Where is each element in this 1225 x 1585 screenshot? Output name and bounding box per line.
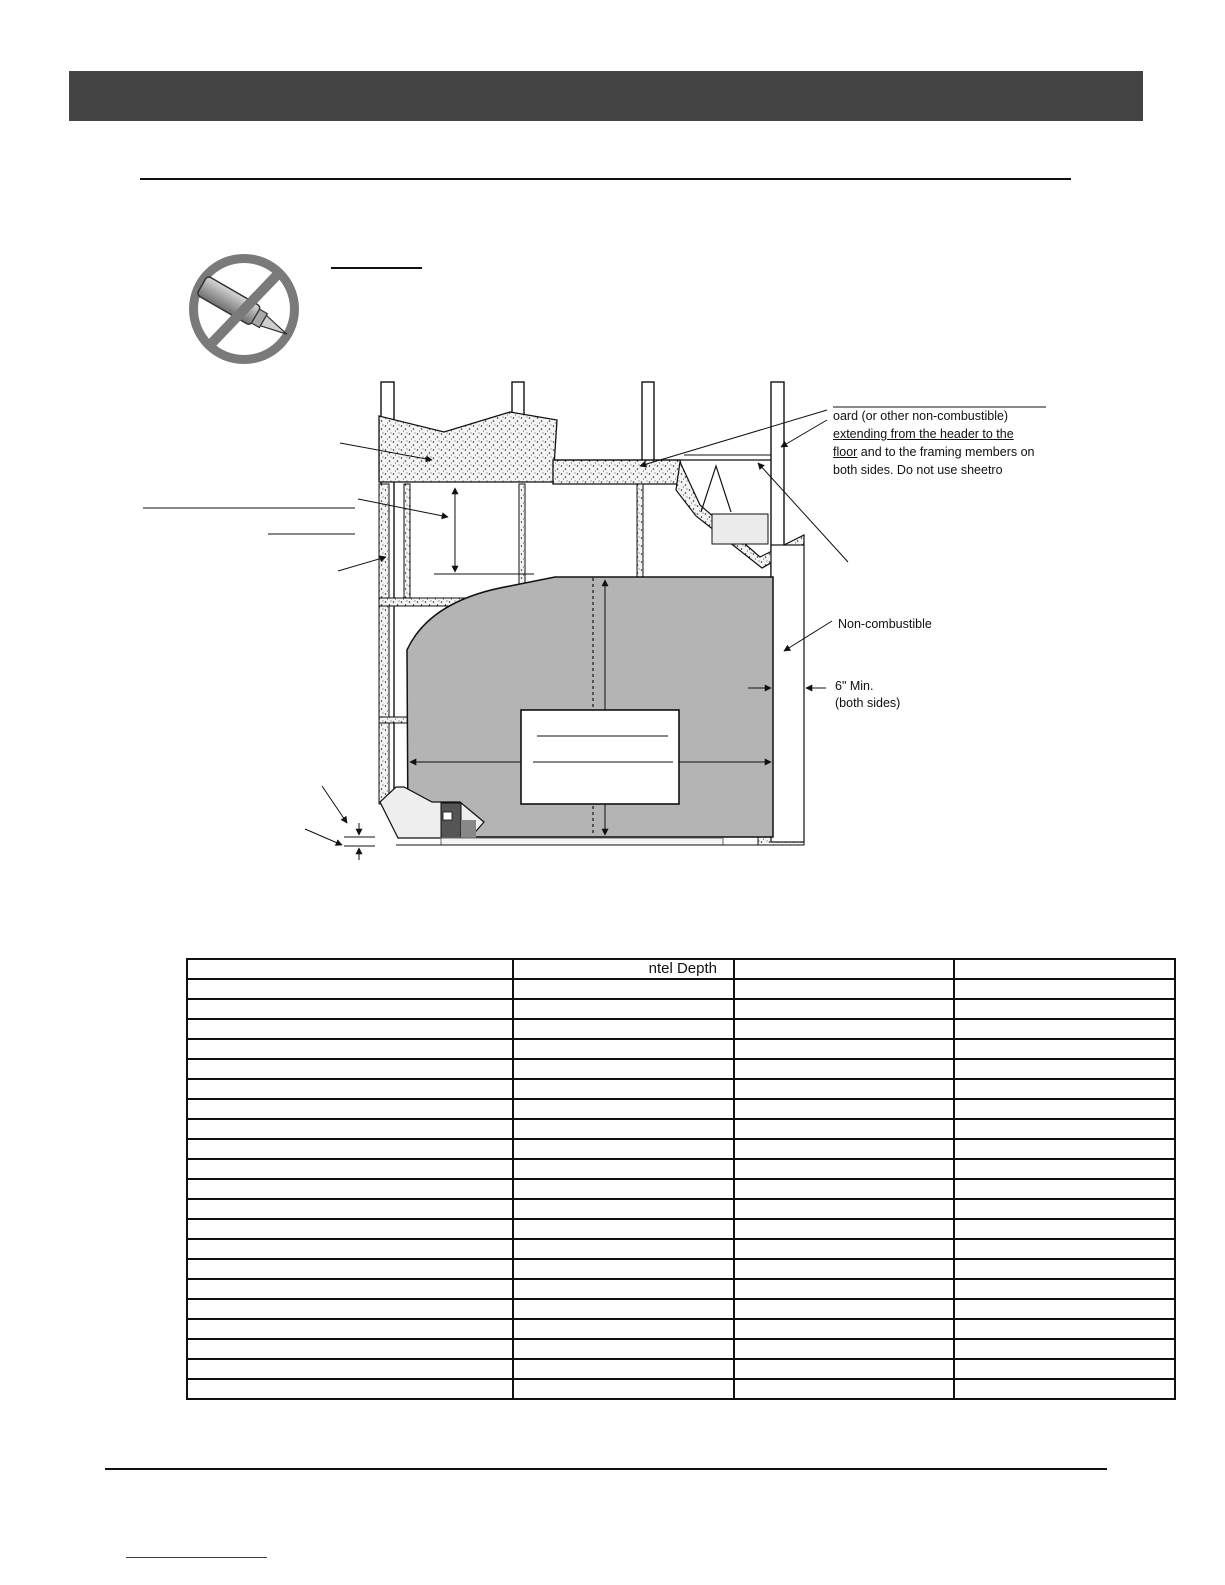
table-header-cell (187, 959, 513, 979)
footer-rule (105, 1468, 1107, 1470)
table-cell (513, 1199, 734, 1219)
table-row (187, 1219, 1175, 1239)
table-row (187, 1199, 1175, 1219)
table-cell (513, 1119, 734, 1139)
header-board-top (379, 412, 557, 482)
table-cell (187, 1179, 513, 1199)
table-row (187, 1339, 1175, 1359)
table-cell (734, 1039, 954, 1059)
table-cell (513, 1239, 734, 1259)
table-cell (734, 1319, 954, 1339)
table-row (187, 1319, 1175, 1339)
table-cell (187, 1339, 513, 1359)
table-cell (513, 1279, 734, 1299)
table-row (187, 1379, 1175, 1399)
non-combustible-label: Non-combustible (838, 617, 932, 631)
table-row (187, 1119, 1175, 1139)
table-cell (513, 979, 734, 999)
table-cell (513, 1019, 734, 1039)
table-cell (734, 1159, 954, 1179)
table-cell (187, 1199, 513, 1219)
table-cell (954, 1299, 1175, 1319)
table-cell (734, 1059, 954, 1079)
table-cell (513, 1379, 734, 1399)
header-board-middle (553, 460, 684, 484)
footer-link-underline (126, 1557, 267, 1558)
table-cell (187, 1159, 513, 1179)
table-cell (954, 1259, 1175, 1279)
table-cell (187, 1139, 513, 1159)
note-line-3-underlined: floor (833, 445, 858, 459)
table-cell (954, 1119, 1175, 1139)
table-cell (187, 1099, 513, 1119)
table-cell (187, 1079, 513, 1099)
table-row (187, 979, 1175, 999)
table-cell (187, 999, 513, 1019)
table-cell (954, 1039, 1175, 1059)
table-cell (513, 1259, 734, 1279)
table-cell (734, 1119, 954, 1139)
note-line-3-rest: and to the framing members on (857, 445, 1035, 459)
table-cell (513, 1179, 734, 1199)
table-cell (513, 999, 734, 1019)
table-cell (187, 1059, 513, 1079)
table-cell (954, 979, 1175, 999)
table-cell (187, 1019, 513, 1039)
table-cell (513, 1299, 734, 1319)
table-cell (954, 1179, 1175, 1199)
table-cell (734, 1219, 954, 1239)
both-sides-label: (both sides) (835, 696, 901, 710)
table-cell (187, 1359, 513, 1379)
table-cell (954, 1139, 1175, 1159)
table-row (187, 1179, 1175, 1199)
table-cell (734, 999, 954, 1019)
table-row (187, 1059, 1175, 1079)
table-row (187, 999, 1175, 1019)
table-cell (734, 1259, 954, 1279)
six-inch-min-label: 6" Min. (835, 679, 874, 693)
table-row (187, 1039, 1175, 1059)
table-cell (954, 999, 1175, 1019)
table-cell (513, 1139, 734, 1159)
table-cell (187, 1379, 513, 1399)
table-header-cell (954, 959, 1175, 979)
table-cell (513, 1339, 734, 1359)
table-cell (734, 1299, 954, 1319)
non-combustible-board-note (833, 407, 1073, 479)
table-cell (187, 1279, 513, 1299)
table-cell (954, 1099, 1175, 1119)
table-header-cell: ntel Depth (513, 959, 734, 979)
table-cell (513, 1219, 734, 1239)
table-cell (187, 1119, 513, 1139)
table-cell (954, 1319, 1175, 1339)
note-line-4: both sides. Do not use sheetro (833, 463, 1003, 477)
table-cell (954, 1359, 1175, 1379)
table-cell (187, 1319, 513, 1339)
table-cell (734, 1179, 954, 1199)
table-header-row (187, 959, 1175, 979)
table-cell (734, 1199, 954, 1219)
table-cell (734, 1339, 954, 1359)
table-row (187, 1359, 1175, 1379)
table-row (187, 1079, 1175, 1099)
table-cell (954, 1079, 1175, 1099)
table-cell (513, 1059, 734, 1079)
table-cell (734, 1099, 954, 1119)
table-row (187, 1259, 1175, 1279)
dimension-box (521, 710, 679, 804)
table-cell (513, 1319, 734, 1339)
table-row (187, 1099, 1175, 1119)
table-header-cell (734, 959, 954, 979)
table-cell (734, 1139, 954, 1159)
mantel-depth-table (186, 958, 1176, 1400)
table-row (187, 1139, 1175, 1159)
table-cell (734, 979, 954, 999)
table-cell (954, 1379, 1175, 1399)
table-cell (734, 1279, 954, 1299)
table-cell (954, 1199, 1175, 1219)
table-cell (954, 1059, 1175, 1079)
table-cell (513, 1099, 734, 1119)
table-cell (954, 1159, 1175, 1179)
table-cell (734, 1019, 954, 1039)
table-cell (513, 1159, 734, 1179)
table-cell (187, 1039, 513, 1059)
table-cell (513, 1079, 734, 1099)
table-row (187, 1239, 1175, 1259)
table-row (187, 1299, 1175, 1319)
table-row (187, 1019, 1175, 1039)
table-cell (187, 1239, 513, 1259)
table-cell (187, 1299, 513, 1319)
table-cell (734, 1379, 954, 1399)
table-cell (513, 1359, 734, 1379)
table-cell (734, 1359, 954, 1379)
note-line-2: extending from the header to the (833, 427, 1014, 441)
table-cell (187, 1259, 513, 1279)
table-cell (187, 1219, 513, 1239)
table-cell (734, 1079, 954, 1099)
table-cell (954, 1279, 1175, 1299)
table-cell (513, 1039, 734, 1059)
table-cell (954, 1219, 1175, 1239)
table-cell (187, 979, 513, 999)
table-cell (734, 1239, 954, 1259)
table-cell (954, 1339, 1175, 1359)
table-cell (954, 1019, 1175, 1039)
note-line-1: oard (or other non-combustible) (833, 409, 1009, 423)
table-row (187, 1279, 1175, 1299)
table-cell (954, 1239, 1175, 1259)
table-row (187, 1159, 1175, 1179)
